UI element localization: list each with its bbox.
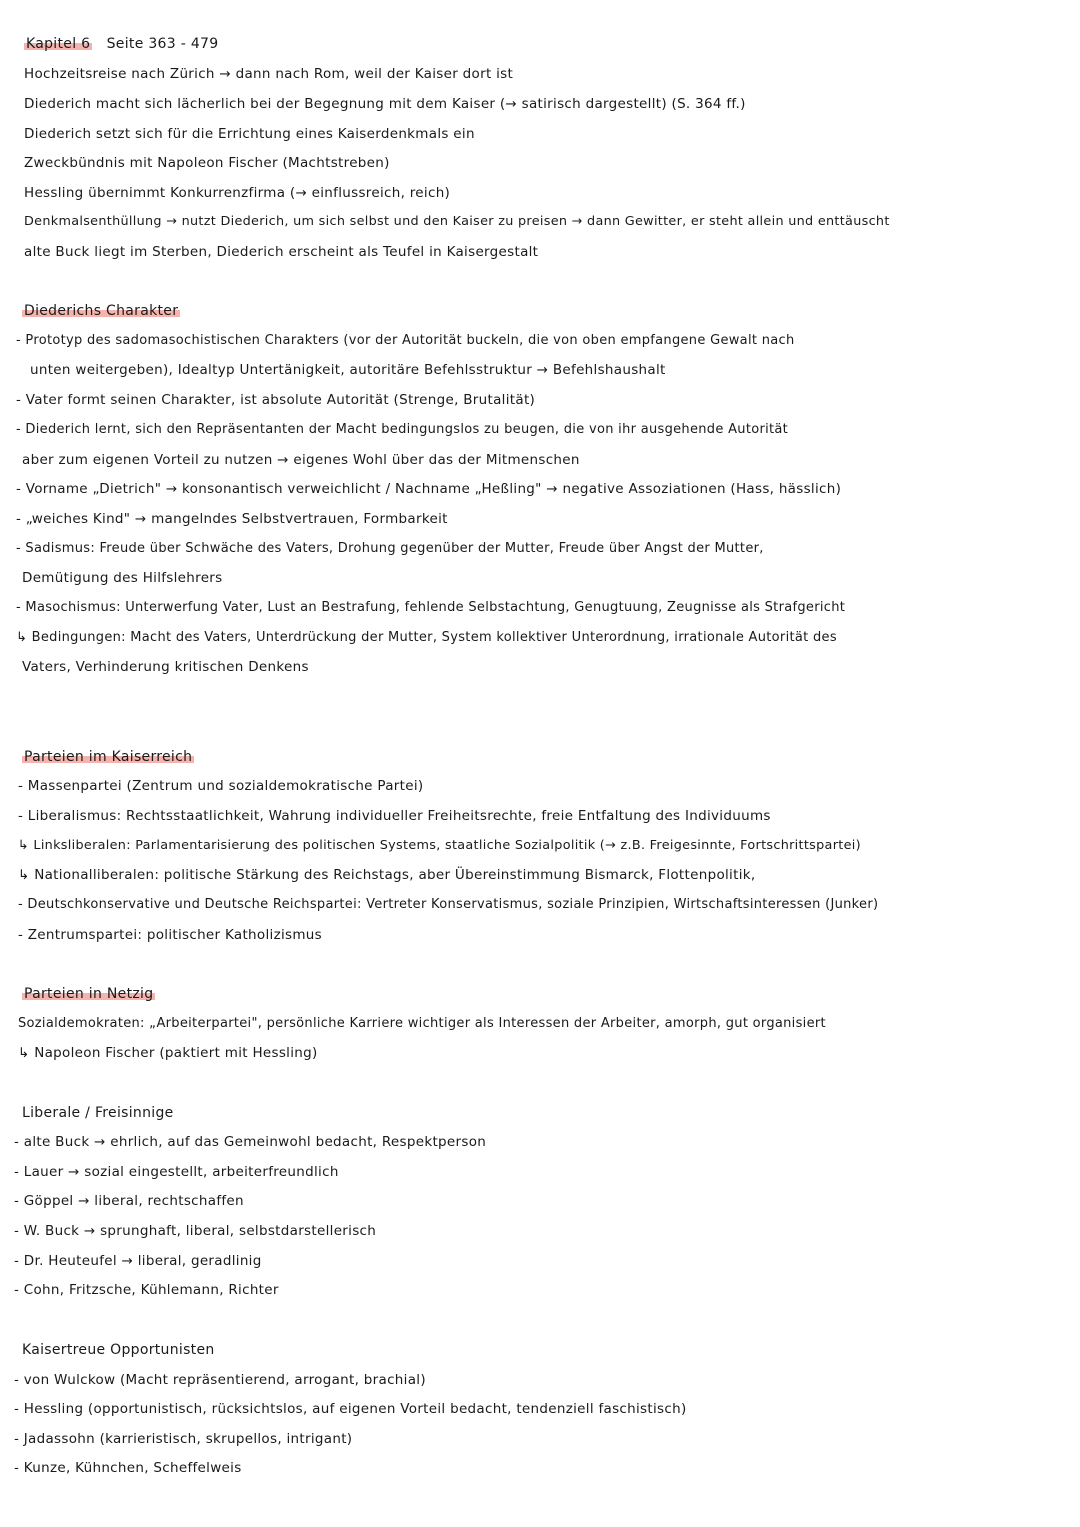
kaiserreich-line: ↳ Nationalliberalen: politische Stärkung des Reichstags, aber Übereinstimmung Bismarck, Flottenpolitik, <box>18 867 756 883</box>
liberale-line: - Cohn, Fritzsche, Kühlemann, Richter <box>14 1282 279 1298</box>
section-heading-charakter <box>22 303 180 319</box>
charakter-line: ↳ Bedingungen: Macht des Vaters, Unterdrückung der Mutter, System kollektiver Unterordnung, irrationale Autorität des <box>16 630 837 645</box>
liberale-line: - Göppel → liberal, rechtschaffen <box>14 1193 244 1209</box>
charakter-line: - Masochismus: Unterwerfung Vater, Lust an Bestrafung, fehlende Selbstachtung, Genugtuung, Zeugnisse als Strafgericht <box>16 600 846 615</box>
chapter-line: alte Buck liegt im Sterben, Diederich erscheint als Teufel in Kaisergestalt <box>24 244 539 260</box>
kaiserreich-line: - Liberalismus: Rechtsstaatlichkeit, Wahrung individueller Freiheitsrechte, freie Entfaltung des Individuums <box>18 808 771 824</box>
liberale-line: - Lauer → sozial eingestellt, arbeiterfreundlich <box>14 1164 339 1180</box>
section-heading-kaisertreue: Kaisertreue Opportunisten <box>22 1342 215 1358</box>
charakter-line: - Vorname „Dietrich" → konsonantisch verweichlicht / Nachname „Heßling" → negative Assoziationen (Hass, hässlich) <box>16 481 842 497</box>
kaisertreue-line: - von Wulckow (Macht repräsentierend, arrogant, brachial) <box>14 1372 426 1388</box>
kaisertreue-line: - Jadassohn (karrieristisch, skrupellos, intrigant) <box>14 1431 353 1447</box>
chapter-line: Zweckbündnis mit Napoleon Fischer (Machtstreben) <box>24 155 390 171</box>
chapter-line: Denkmalsenthüllung → nutzt Diederich, um sich selbst und den Kaiser zu preisen → dann Gewitter, er steht allein und enttäuscht <box>24 214 890 229</box>
kaiserreich-line: - Zentrumspartei: politischer Katholizismus <box>18 927 322 943</box>
chapter-header <box>24 36 218 52</box>
charakter-line: - Vater formt seinen Charakter, ist absolute Autorität (Strenge, Brutalität) <box>16 392 536 408</box>
kaisertreue-line: - Hessling (opportunistisch, rücksichtslos, auf eigenen Vorteil bedacht, tendenziell faschistisch) <box>14 1401 687 1417</box>
netzig-line: ↳ Napoleon Fischer (paktiert mit Hessling) <box>18 1045 318 1061</box>
section-heading-text: Parteien in Netzig <box>24 986 154 1002</box>
section-heading-kaiserreich <box>22 749 194 765</box>
charakter-line: Demütigung des Hilfslehrers <box>22 570 223 586</box>
charakter-line: Vaters, Verhinderung kritischen Denkens <box>22 659 309 675</box>
chapter-title: Kapitel 6 <box>26 36 91 52</box>
charakter-line: unten weitergeben), Idealtyp Untertänigkeit, autoritäre Befehlsstruktur → Befehlshaushalt <box>30 362 666 378</box>
section-heading-text: Diederichs Charakter <box>24 303 179 319</box>
charakter-line: aber zum eigenen Vorteil zu nutzen → eigenes Wohl über das der Mitmenschen <box>22 452 580 468</box>
chapter-line: Hessling übernimmt Konkurrenzfirma (→ einflussreich, reich) <box>24 185 451 201</box>
chapter-line: Diederich setzt sich für die Errichtung eines Kaiserdenkmals ein <box>24 126 475 142</box>
charakter-line: - Sadismus: Freude über Schwäche des Vaters, Drohung gegenüber der Mutter, Freude über Angst der Mutter, <box>16 541 764 556</box>
netzig-line: Sozialdemokraten: „Arbeiterpartei", persönliche Karriere wichtiger als Interessen der Arbeiter, amorph, gut organisiert <box>18 1016 826 1031</box>
kaiserreich-line: - Deutschkonservative und Deutsche Reichspartei: Vertreter Konservatismus, soziale Prinzipien, Wirtschaftsinteressen (Junker) <box>18 897 879 912</box>
chapter-line: Hochzeitsreise nach Zürich → dann nach Rom, weil der Kaiser dort ist <box>24 66 514 82</box>
section-heading-text: Parteien im Kaiserreich <box>24 749 193 765</box>
liberale-line: - Dr. Heuteufel → liberal, geradlinig <box>14 1253 262 1269</box>
chapter-pages: Seite 363 - 479 <box>106 36 219 52</box>
liberale-line: - W. Buck → sprunghaft, liberal, selbstdarstellerisch <box>14 1223 377 1239</box>
charakter-line: - Diederich lernt, sich den Repräsentanten der Macht bedingungslos zu beugen, die von ihr ausgehende Autorität <box>16 422 789 437</box>
section-heading-netzig <box>22 986 155 1002</box>
kaiserreich-line: - Massenpartei (Zentrum und sozialdemokratische Partei) <box>18 778 424 794</box>
charakter-line: - „weiches Kind" → mangelndes Selbstvertrauen, Formbarkeit <box>16 511 448 527</box>
liberale-line: - alte Buck → ehrlich, auf das Gemeinwohl bedacht, Respektperson <box>14 1134 487 1150</box>
charakter-line: - Prototyp des sadomasochistischen Charakters (vor der Autorität buckeln, die von oben empfangene Gewalt nach <box>16 333 795 348</box>
section-heading-liberale: Liberale / Freisinnige <box>22 1105 174 1121</box>
kaiserreich-line: ↳ Linksliberalen: Parlamentarisierung des politischen Systems, staatliche Sozialpolitik (→ z.B. Freigesinnte, Fortschrittspartei) <box>18 838 861 853</box>
chapter-line: Diederich macht sich lächerlich bei der Begegnung mit dem Kaiser (→ satirisch dargestellt) (S. 364 ff.) <box>24 96 746 112</box>
kaisertreue-line: - Kunze, Kühnchen, Scheffelweis <box>14 1460 242 1476</box>
